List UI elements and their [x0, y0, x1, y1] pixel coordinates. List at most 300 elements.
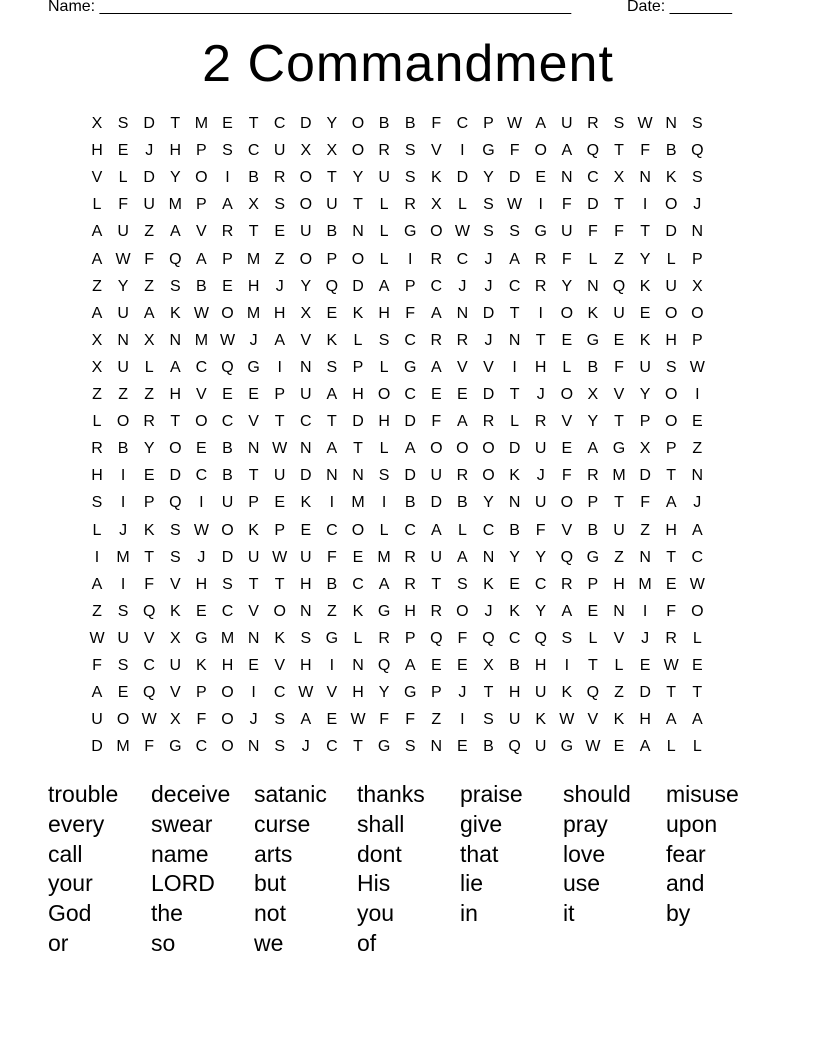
grid-letter[interactable]: M — [116, 738, 130, 756]
grid-letter[interactable]: U — [613, 521, 625, 539]
grid-letter[interactable]: N — [169, 331, 182, 349]
grid-letter[interactable]: N — [430, 738, 443, 756]
grid-letter[interactable]: A — [169, 358, 181, 376]
grid-letter[interactable]: C — [456, 250, 469, 268]
grid-letter[interactable]: W — [559, 711, 575, 729]
grid-letter[interactable]: G — [169, 738, 182, 756]
grid-letter[interactable]: K — [300, 494, 312, 512]
grid-letter[interactable]: S — [404, 169, 416, 187]
grid-letter[interactable]: E — [274, 494, 286, 512]
grid-letter[interactable]: T — [535, 331, 546, 349]
grid-letter[interactable]: H — [247, 277, 260, 295]
grid-letter[interactable]: U — [273, 142, 286, 160]
grid-letter[interactable]: O — [560, 386, 574, 403]
grid-letter[interactable]: T — [614, 494, 624, 512]
grid-letter[interactable]: X — [326, 142, 338, 160]
grid-letter[interactable]: Y — [483, 169, 494, 187]
grid-letter[interactable]: O — [299, 169, 313, 187]
grid-letter[interactable]: S — [117, 115, 129, 132]
grid-letter[interactable]: E — [352, 548, 364, 566]
grid-letter[interactable]: R — [430, 602, 443, 620]
grid-letter[interactable]: K — [352, 304, 364, 322]
grid-letter[interactable]: E — [274, 223, 286, 241]
grid-letter[interactable]: O — [351, 521, 365, 539]
grid-letter[interactable]: S — [613, 115, 625, 132]
grid-letter[interactable]: D — [300, 115, 312, 132]
grid-letter[interactable]: A — [691, 521, 703, 539]
grid-letter[interactable]: S — [691, 115, 703, 132]
grid-letter[interactable]: Y — [535, 548, 547, 566]
grid-letter[interactable]: K — [535, 711, 547, 729]
grid-letter[interactable]: U — [300, 386, 312, 403]
grid-letter[interactable]: E — [691, 657, 703, 674]
grid-letter[interactable]: J — [484, 602, 493, 620]
grid-letter[interactable]: K — [639, 331, 651, 349]
grid-letter[interactable]: O — [116, 413, 130, 431]
grid-letter[interactable]: T — [666, 684, 677, 702]
grid-letter[interactable]: S — [483, 711, 494, 729]
grid-letter[interactable]: S — [300, 629, 312, 647]
grid-letter[interactable]: U — [117, 304, 129, 322]
grid-letter[interactable]: O — [221, 738, 234, 756]
grid-letter[interactable]: A — [326, 386, 338, 403]
grid-letter[interactable]: X — [300, 142, 312, 160]
grid-letter[interactable]: L — [614, 657, 624, 674]
grid-letter[interactable]: A — [91, 575, 103, 593]
grid-letter[interactable]: O — [351, 142, 365, 160]
grid-letter[interactable]: A — [378, 575, 390, 593]
grid-letter[interactable]: J — [458, 277, 467, 295]
grid-letter[interactable]: S — [691, 169, 703, 187]
grid-letter[interactable]: S — [274, 738, 286, 756]
grid-letter[interactable]: R — [273, 169, 286, 187]
grid-letter[interactable]: T — [692, 684, 703, 702]
grid-letter[interactable]: M — [246, 250, 261, 268]
grid-letter[interactable]: C — [326, 521, 338, 539]
grid-letter[interactable]: O — [169, 440, 182, 458]
grid-letter[interactable]: Y — [587, 413, 599, 431]
grid-letter[interactable]: E — [326, 711, 338, 729]
grid-letter[interactable]: T — [274, 413, 285, 431]
grid-letter[interactable]: Z — [92, 602, 102, 620]
grid-letter[interactable]: W — [272, 548, 288, 566]
grid-letter[interactable]: P — [587, 494, 599, 512]
grid-letter[interactable]: O — [351, 115, 365, 132]
grid-letter[interactable]: N — [326, 467, 338, 485]
grid-letter[interactable]: Q — [586, 684, 600, 702]
grid-letter[interactable]: M — [351, 494, 365, 512]
grid-letter[interactable]: N — [613, 602, 625, 620]
grid-letter[interactable]: Z — [144, 386, 155, 403]
grid-letter[interactable]: T — [248, 223, 259, 241]
grid-letter[interactable]: A — [169, 223, 181, 241]
grid-letter[interactable]: G — [586, 548, 600, 566]
grid-letter[interactable]: K — [352, 602, 364, 620]
grid-letter[interactable]: E — [196, 602, 207, 620]
grid-letter[interactable]: J — [693, 494, 702, 512]
grid-letter[interactable]: Y — [561, 277, 573, 295]
grid-letter[interactable]: D — [352, 413, 364, 431]
grid-letter[interactable]: L — [379, 440, 389, 458]
grid-letter[interactable]: U — [665, 277, 677, 295]
grid-letter[interactable]: S — [222, 575, 233, 593]
grid-letter[interactable]: V — [196, 223, 207, 241]
grid-letter[interactable]: L — [379, 223, 389, 241]
grid-letter[interactable]: C — [534, 575, 547, 593]
grid-letter[interactable]: G — [586, 331, 600, 349]
grid-letter[interactable]: R — [404, 575, 416, 593]
grid-letter[interactable]: C — [221, 602, 234, 620]
grid-letter[interactable]: A — [639, 738, 651, 756]
grid-letter[interactable]: A — [378, 277, 390, 295]
grid-letter[interactable]: J — [145, 142, 154, 160]
grid-letter[interactable]: A — [91, 223, 103, 241]
grid-letter[interactable]: X — [143, 331, 155, 349]
grid-letter[interactable]: N — [691, 223, 704, 241]
grid-letter[interactable]: L — [692, 629, 702, 647]
grid-letter[interactable]: N — [247, 629, 260, 647]
grid-letter[interactable]: J — [536, 467, 545, 485]
grid-letter[interactable]: T — [248, 575, 259, 593]
grid-letter[interactable]: D — [482, 304, 495, 322]
grid-letter[interactable]: N — [352, 657, 364, 674]
grid-letter[interactable]: Z — [274, 250, 285, 268]
grid-letter[interactable]: R — [430, 331, 443, 349]
grid-letter[interactable]: Z — [92, 277, 102, 295]
grid-letter[interactable]: P — [222, 250, 233, 268]
grid-letter[interactable]: L — [510, 413, 520, 431]
grid-letter[interactable]: N — [508, 494, 521, 512]
grid-letter[interactable]: R — [534, 250, 547, 268]
grid-letter[interactable]: Q — [612, 277, 626, 295]
grid-letter[interactable]: C — [195, 467, 208, 485]
grid-letter[interactable]: V — [326, 684, 338, 702]
grid-letter[interactable]: I — [407, 250, 413, 268]
grid-letter[interactable]: O — [221, 711, 234, 729]
grid-letter[interactable]: D — [665, 223, 677, 241]
grid-letter[interactable]: F — [561, 250, 572, 268]
grid-letter[interactable]: Y — [378, 684, 390, 702]
grid-letter[interactable]: V — [587, 711, 599, 729]
grid-letter[interactable]: P — [691, 331, 703, 349]
grid-letter[interactable]: W — [219, 331, 236, 349]
grid-letter[interactable]: E — [248, 386, 259, 403]
grid-letter[interactable]: R — [534, 413, 547, 431]
grid-letter[interactable]: P — [587, 575, 599, 593]
grid-letter[interactable]: A — [143, 304, 155, 322]
grid-letter[interactable]: U — [508, 711, 521, 729]
grid-letter[interactable]: E — [300, 521, 312, 539]
grid-letter[interactable]: N — [300, 440, 312, 458]
grid-letter[interactable]: V — [143, 629, 155, 647]
grid-letter[interactable]: H — [300, 657, 312, 674]
grid-letter[interactable]: U — [300, 548, 312, 566]
grid-letter[interactable]: Q — [534, 629, 547, 647]
grid-letter[interactable]: O — [273, 602, 286, 620]
grid-letter[interactable]: L — [457, 521, 467, 539]
grid-letter[interactable]: T — [353, 196, 363, 214]
grid-letter[interactable]: E — [117, 142, 129, 160]
grid-letter[interactable]: B — [248, 169, 259, 187]
grid-letter[interactable]: H — [665, 521, 677, 539]
grid-letter[interactable]: D — [143, 115, 155, 132]
grid-letter[interactable]: B — [665, 142, 677, 160]
grid-letter[interactable]: T — [327, 413, 337, 431]
grid-letter[interactable]: B — [587, 521, 599, 539]
grid-letter[interactable]: A — [587, 440, 599, 458]
grid-letter[interactable]: K — [430, 169, 442, 187]
grid-letter[interactable]: L — [118, 169, 128, 187]
grid-letter[interactable]: F — [666, 602, 677, 620]
grid-letter[interactable]: L — [588, 629, 598, 647]
grid-letter[interactable]: P — [326, 250, 338, 268]
grid-letter[interactable]: T — [666, 548, 677, 566]
grid-letter[interactable]: C — [508, 277, 521, 295]
grid-letter[interactable]: C — [143, 657, 155, 674]
grid-letter[interactable]: U — [117, 629, 129, 647]
grid-letter[interactable]: Y — [483, 494, 494, 512]
grid-letter[interactable]: I — [460, 142, 465, 160]
grid-letter[interactable]: V — [561, 521, 573, 539]
grid-letter[interactable]: A — [430, 358, 442, 376]
grid-letter[interactable]: E — [196, 440, 207, 458]
grid-letter[interactable]: P — [352, 358, 364, 376]
grid-letter[interactable]: H — [639, 711, 651, 729]
grid-letter[interactable]: J — [119, 521, 128, 539]
grid-letter[interactable]: P — [483, 115, 494, 132]
grid-letter[interactable]: S — [326, 358, 338, 376]
grid-letter[interactable]: W — [637, 115, 653, 132]
grid-letter[interactable]: S — [117, 602, 129, 620]
grid-letter[interactable]: F — [588, 223, 598, 241]
grid-letter[interactable]: Q — [221, 358, 234, 376]
grid-letter[interactable]: M — [194, 331, 209, 349]
grid-letter[interactable]: V — [561, 413, 573, 431]
grid-letter[interactable]: P — [196, 142, 207, 160]
grid-letter[interactable]: Q — [142, 602, 156, 620]
grid-letter[interactable]: Q — [430, 629, 443, 647]
grid-letter[interactable]: T — [327, 169, 337, 187]
grid-letter[interactable]: B — [222, 440, 233, 458]
grid-letter[interactable]: W — [115, 250, 131, 268]
date-field[interactable]: Date: _______ — [627, 0, 732, 15]
grid-letter[interactable]: V — [169, 575, 181, 593]
grid-letter[interactable]: A — [430, 304, 442, 322]
grid-letter[interactable]: X — [483, 657, 494, 674]
grid-letter[interactable]: X — [169, 711, 181, 729]
grid-letter[interactable]: W — [141, 711, 157, 729]
grid-letter[interactable]: G — [482, 142, 495, 160]
grid-letter[interactable]: W — [193, 521, 209, 539]
grid-letter[interactable]: V — [248, 413, 259, 431]
grid-letter[interactable]: Y — [352, 169, 364, 187]
grid-letter[interactable]: L — [379, 521, 389, 539]
grid-letter[interactable]: A — [535, 115, 547, 132]
grid-letter[interactable]: F — [431, 413, 442, 431]
grid-letter[interactable]: D — [639, 467, 651, 485]
grid-letter[interactable]: K — [196, 657, 207, 674]
grid-letter[interactable]: T — [431, 575, 442, 593]
grid-letter[interactable]: T — [588, 657, 598, 674]
grid-letter[interactable]: H — [378, 304, 390, 322]
grid-letter[interactable]: T — [509, 304, 520, 322]
grid-letter[interactable]: Z — [431, 711, 442, 729]
grid-letter[interactable]: L — [666, 738, 676, 756]
grid-letter[interactable]: J — [249, 331, 258, 349]
grid-letter[interactable]: N — [587, 277, 599, 295]
grid-letter[interactable]: S — [117, 657, 129, 674]
grid-letter[interactable]: U — [430, 548, 443, 566]
grid-letter[interactable]: A — [91, 684, 103, 702]
grid-letter[interactable]: S — [665, 358, 677, 376]
grid-letter[interactable]: F — [144, 575, 155, 593]
grid-letter[interactable]: A — [404, 440, 416, 458]
grid-letter[interactable]: O — [195, 413, 208, 431]
grid-letter[interactable]: D — [352, 277, 364, 295]
grid-letter[interactable]: O — [299, 250, 313, 268]
grid-letter[interactable]: C — [195, 738, 208, 756]
grid-letter[interactable]: W — [663, 657, 679, 674]
grid-letter[interactable]: D — [169, 467, 182, 485]
grid-letter[interactable]: C — [195, 358, 208, 376]
grid-letter[interactable]: O — [351, 250, 365, 268]
grid-letter[interactable]: P — [274, 521, 286, 539]
grid-letter[interactable]: N — [247, 738, 260, 756]
grid-letter[interactable]: U — [221, 494, 234, 512]
grid-letter[interactable]: L — [353, 629, 363, 647]
grid-letter[interactable]: S — [378, 331, 390, 349]
grid-letter[interactable]: Y — [300, 277, 312, 295]
grid-letter[interactable]: J — [484, 277, 493, 295]
grid-letter[interactable]: D — [404, 467, 416, 485]
grid-letter[interactable]: X — [430, 196, 442, 214]
grid-letter[interactable]: H — [273, 304, 286, 322]
grid-letter[interactable]: G — [403, 684, 417, 702]
name-field[interactable]: Name: _____________________________________________________ — [48, 0, 572, 15]
grid-letter[interactable]: B — [404, 494, 416, 512]
grid-letter[interactable]: I — [564, 657, 570, 674]
grid-letter[interactable]: A — [457, 413, 468, 431]
grid-letter[interactable]: T — [353, 440, 363, 458]
grid-letter[interactable]: T — [614, 196, 624, 214]
grid-letter[interactable]: J — [249, 711, 258, 729]
grid-letter[interactable]: H — [195, 575, 208, 593]
grid-letter[interactable]: Y — [509, 548, 520, 566]
grid-letter[interactable]: F — [561, 196, 572, 214]
grid-letter[interactable]: U — [534, 494, 547, 512]
grid-letter[interactable]: N — [508, 331, 521, 349]
grid-letter[interactable]: H — [169, 142, 182, 160]
grid-letter[interactable]: M — [116, 548, 130, 566]
grid-letter[interactable]: Q — [691, 142, 704, 160]
grid-letter[interactable]: T — [483, 684, 494, 702]
grid-letter[interactable]: O — [664, 413, 678, 431]
grid-letter[interactable]: O — [691, 304, 704, 322]
grid-letter[interactable]: E — [613, 738, 625, 756]
grid-letter[interactable]: T — [640, 223, 650, 241]
grid-letter[interactable]: I — [538, 196, 543, 214]
grid-letter[interactable]: V — [169, 684, 181, 702]
grid-letter[interactable]: A — [404, 657, 416, 674]
grid-letter[interactable]: E — [143, 467, 155, 485]
grid-letter[interactable]: C — [221, 413, 234, 431]
grid-letter[interactable]: J — [641, 629, 650, 647]
grid-letter[interactable]: H — [352, 386, 364, 403]
grid-letter[interactable]: C — [456, 115, 469, 132]
grid-letter[interactable]: A — [665, 711, 677, 729]
grid-letter[interactable]: U — [117, 358, 129, 376]
grid-letter[interactable]: O — [221, 521, 234, 539]
grid-letter[interactable]: X — [691, 277, 703, 295]
grid-letter[interactable]: G — [377, 738, 391, 756]
grid-letter[interactable]: E — [117, 684, 129, 702]
grid-letter[interactable]: K — [561, 684, 573, 702]
grid-letter[interactable]: C — [273, 115, 286, 132]
grid-letter[interactable]: W — [272, 440, 288, 458]
grid-letter[interactable]: A — [91, 304, 103, 322]
grid-letter[interactable]: H — [508, 684, 521, 702]
grid-letter[interactable]: U — [561, 223, 573, 241]
grid-letter[interactable]: G — [377, 602, 391, 620]
grid-letter[interactable]: J — [536, 386, 545, 403]
grid-letter[interactable]: O — [664, 196, 678, 214]
grid-letter[interactable]: V — [457, 358, 468, 376]
grid-letter[interactable]: E — [248, 657, 259, 674]
grid-letter[interactable]: A — [274, 331, 286, 349]
grid-letter[interactable]: D — [456, 169, 469, 187]
grid-letter[interactable]: K — [587, 304, 599, 322]
grid-letter[interactable]: Q — [377, 657, 391, 674]
grid-letter[interactable]: L — [692, 738, 702, 756]
grid-letter[interactable]: J — [484, 331, 493, 349]
grid-letter[interactable]: L — [379, 250, 389, 268]
grid-letter[interactable]: Z — [614, 250, 624, 268]
grid-letter[interactable]: W — [585, 738, 601, 756]
grid-letter[interactable]: H — [378, 413, 390, 431]
grid-letter[interactable]: X — [248, 196, 259, 214]
grid-letter[interactable]: I — [225, 169, 230, 187]
grid-letter[interactable]: F — [405, 304, 416, 322]
grid-letter[interactable]: X — [91, 358, 103, 376]
grid-letter[interactable]: B — [483, 738, 494, 756]
grid-letter[interactable]: E — [613, 331, 625, 349]
grid-letter[interactable]: S — [274, 711, 286, 729]
grid-letter[interactable]: T — [170, 413, 181, 431]
grid-letter[interactable]: R — [587, 115, 599, 132]
grid-letter[interactable]: L — [353, 331, 363, 349]
grid-letter[interactable]: R — [404, 548, 416, 566]
grid-letter[interactable]: L — [588, 250, 598, 268]
grid-letter[interactable]: C — [691, 548, 704, 566]
grid-letter[interactable]: Q — [142, 684, 156, 702]
grid-letter[interactable]: R — [221, 223, 234, 241]
grid-letter[interactable]: P — [404, 629, 416, 647]
grid-letter[interactable]: W — [689, 575, 705, 593]
grid-letter[interactable]: U — [534, 684, 547, 702]
grid-letter[interactable]: E — [430, 657, 442, 674]
grid-letter[interactable]: B — [457, 494, 468, 512]
grid-letter[interactable]: Q — [169, 494, 182, 512]
grid-letter[interactable]: M — [194, 115, 209, 132]
grid-letter[interactable]: K — [169, 304, 181, 322]
grid-letter[interactable]: L — [379, 196, 389, 214]
grid-letter[interactable]: P — [248, 494, 259, 512]
grid-letter[interactable]: I — [94, 548, 100, 566]
grid-letter[interactable]: E — [457, 657, 468, 674]
grid-letter[interactable]: T — [666, 467, 677, 485]
grid-letter[interactable]: F — [535, 521, 546, 539]
grid-letter[interactable]: L — [92, 521, 102, 539]
